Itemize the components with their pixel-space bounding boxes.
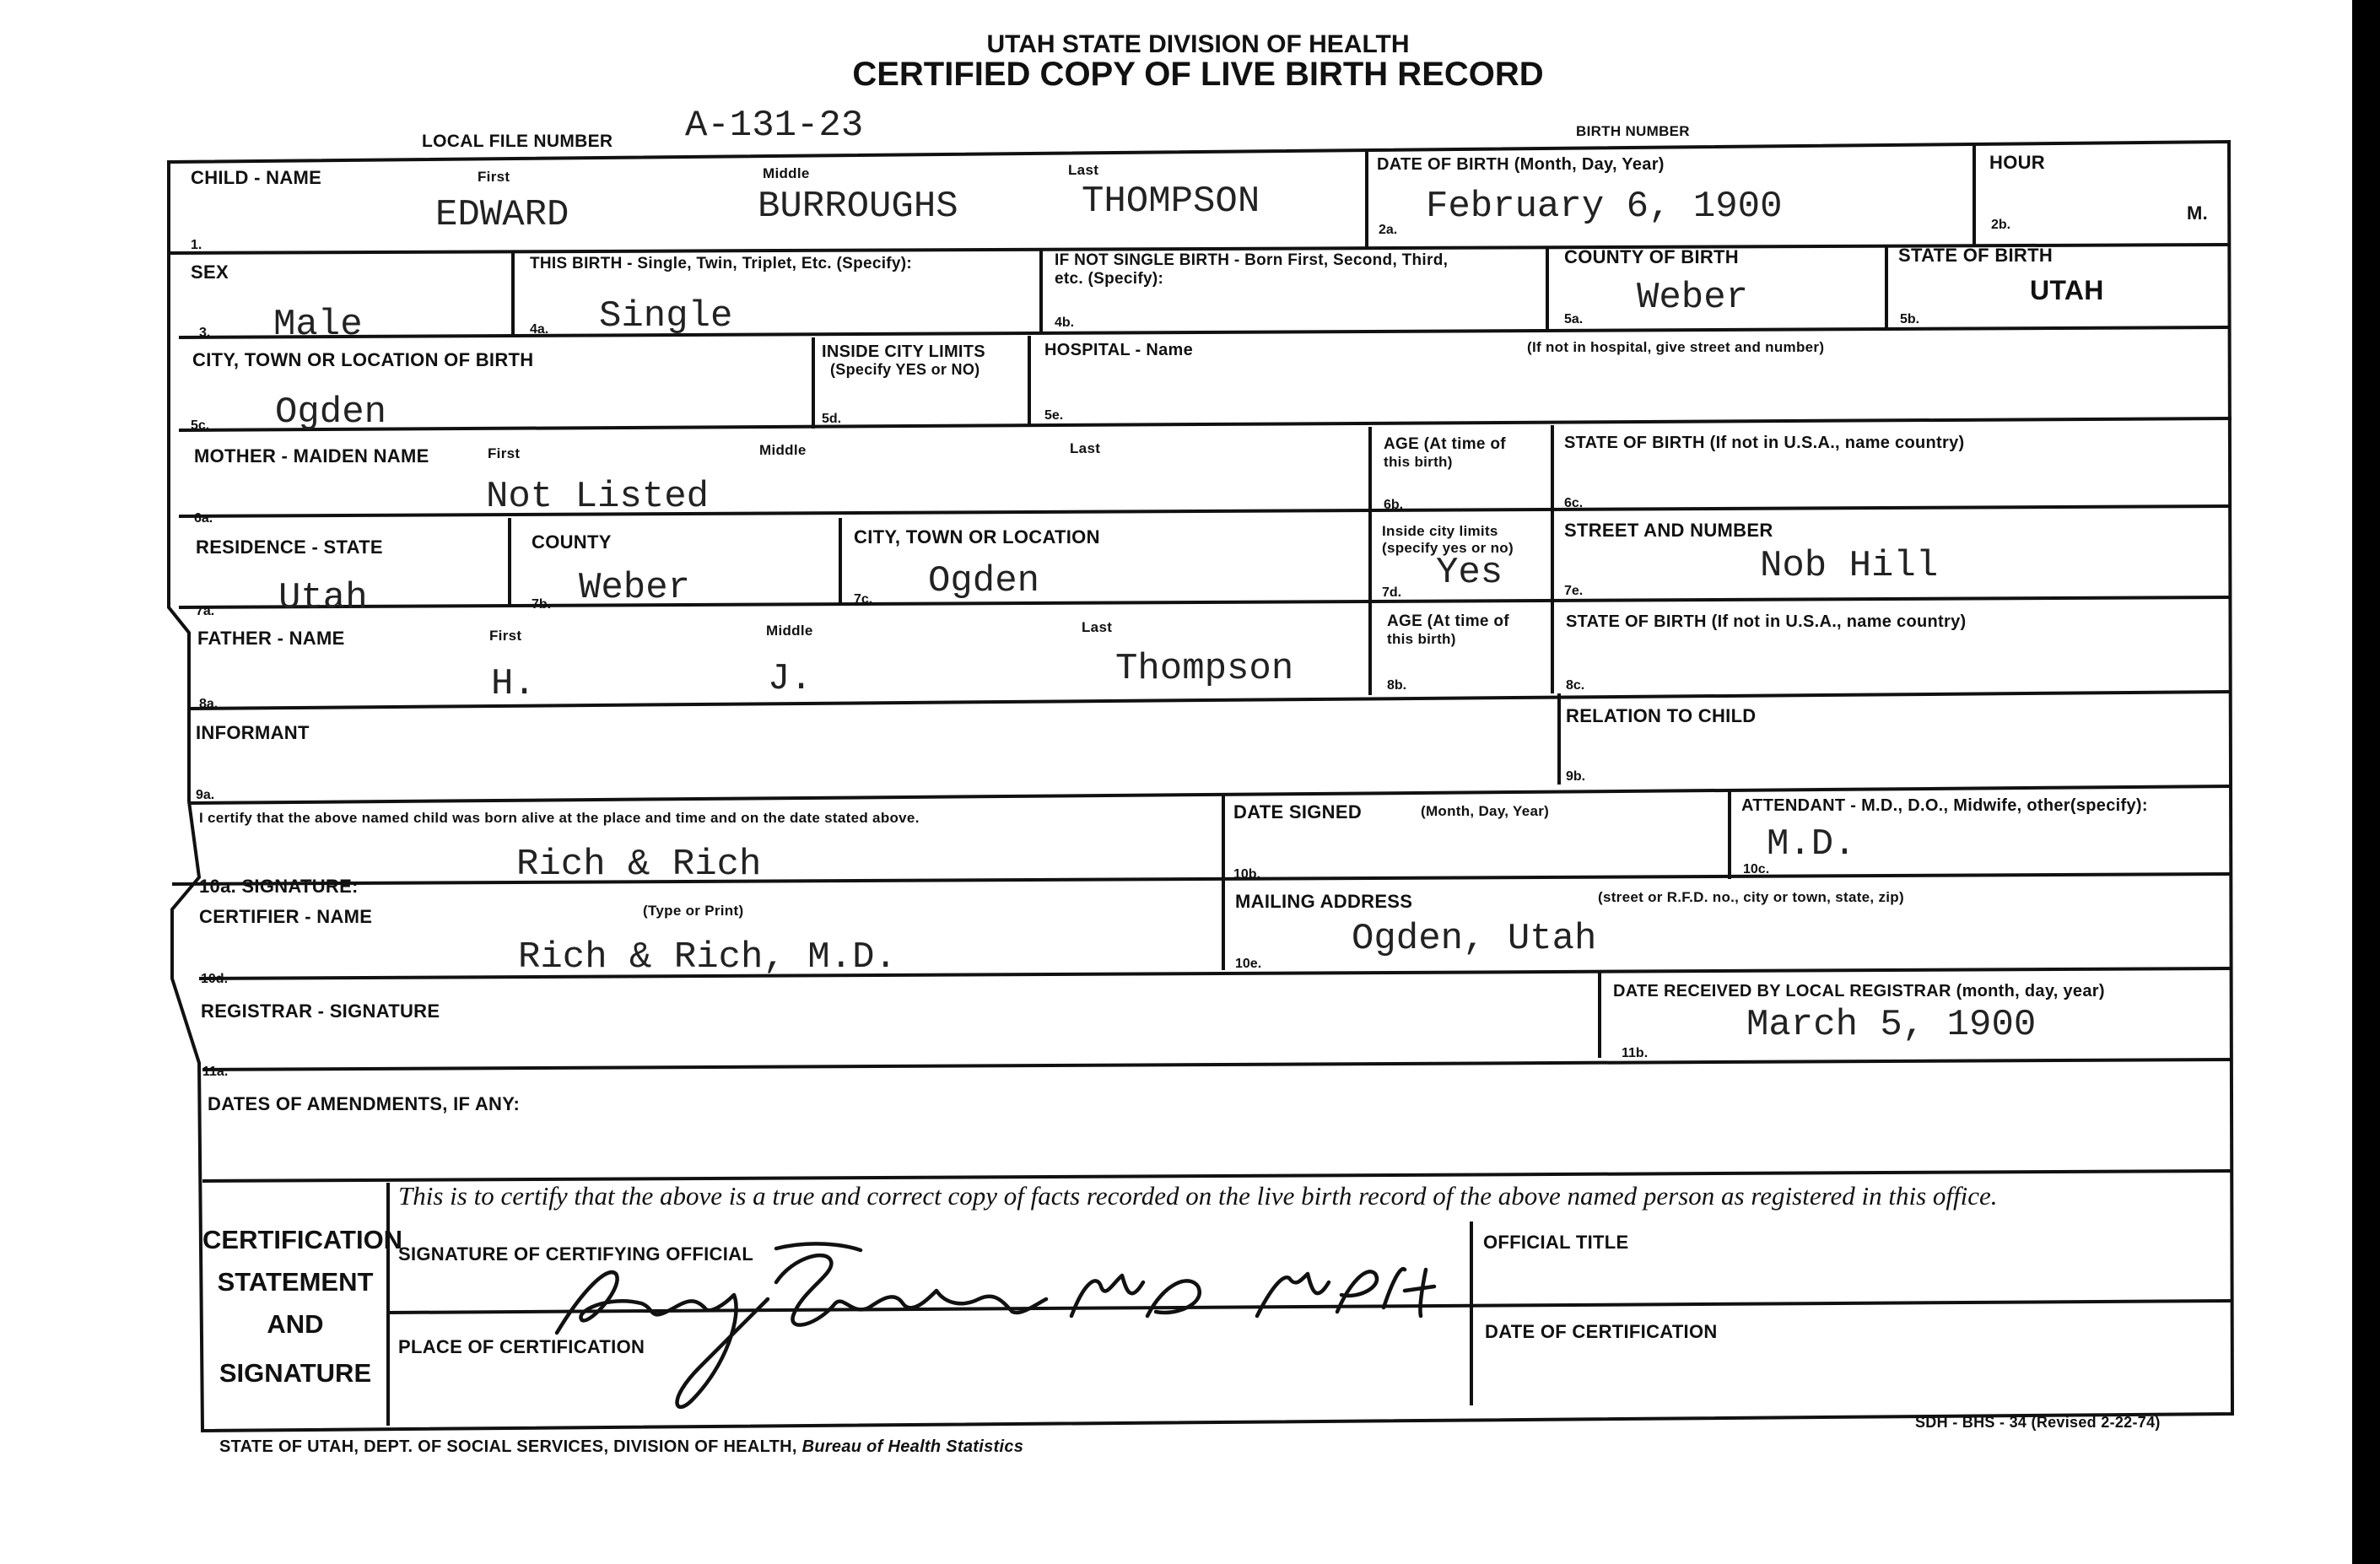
child-last-label: Last [1068, 162, 1099, 178]
field-number: 5c. [191, 418, 210, 433]
certification-side-line3: AND [267, 1309, 324, 1339]
field-number: 7a. [196, 604, 215, 618]
place-of-certification-label: PLACE OF CERTIFICATION [398, 1336, 645, 1357]
document-title: CERTIFIED COPY OF LIVE BIRTH RECORD [852, 56, 1544, 93]
street-label: STREET AND NUMBER [1564, 520, 1773, 541]
field-number: 7e. [1564, 584, 1584, 598]
inside-city-value: Yes [1436, 552, 1503, 594]
field-number: 2b. [1991, 218, 2011, 232]
if-not-single-label: IF NOT SINGLE BIRTH - Born First, Second, Third, [1055, 251, 1449, 269]
inside-city-hint: (specify yes or no) [1382, 540, 1514, 556]
this-birth-value: Single [599, 295, 733, 337]
field-number: 7d. [1382, 585, 1402, 600]
certification-statement: This is to certify that the above is a true and correct copy of facts recorded on the live birth record of the above named person as registered in this office. [398, 1181, 1998, 1211]
mother-age-label: AGE (At time of [1384, 435, 1506, 453]
hospital-label: HOSPITAL - Name [1044, 341, 1194, 359]
mailing-address: Ogden, Utah [1352, 918, 1597, 960]
father-first-name: H. [491, 663, 536, 705]
inside-city-limits-label: INSIDE CITY LIMITS [822, 342, 985, 361]
field-number: 5d. [822, 412, 842, 426]
field-number: 11a. [202, 1065, 229, 1079]
field-number: 10e. [1235, 957, 1262, 971]
mother-middle-label: Middle [759, 442, 807, 458]
local-file-label: LOCAL FILE NUMBER [422, 132, 613, 151]
field-number: 4b. [1055, 315, 1075, 330]
mother-name: Not Listed [486, 476, 710, 518]
father-age-hint: this birth) [1387, 631, 1456, 647]
field-number: 8b. [1387, 678, 1407, 693]
residence-county: Weber [579, 567, 691, 609]
city-of-birth: Ogden [275, 391, 387, 434]
field-number: 7b. [532, 597, 552, 612]
sex-label: SEX [191, 262, 229, 283]
sex-value: Male [273, 304, 363, 346]
father-middle-name: J. [768, 658, 812, 700]
this-birth-label: THIS BIRTH - Single, Twin, Triplet, Etc. (Specify): [530, 255, 913, 272]
inside-city-limits-hint: (Specify YES or NO) [830, 361, 980, 378]
inside-city-label: Inside city limits [1382, 523, 1498, 539]
field-number: 6a. [194, 511, 213, 526]
date-of-birth: February 6, 1900 [1426, 186, 1783, 228]
child-middle-name: BURROUGHS [758, 186, 958, 228]
father-last-label: Last [1082, 619, 1113, 635]
footer-agency [219, 1437, 1023, 1457]
date-received-label: DATE RECEIVED BY LOCAL REGISTRAR (month, day, year) [1613, 982, 2105, 1000]
amendments-label: DATES OF AMENDMENTS, IF ANY: [208, 1093, 521, 1114]
field-number: 6c. [1564, 496, 1584, 510]
field-number: 8c. [1566, 678, 1585, 693]
field-number: 1. [191, 238, 202, 252]
hour-label: HOUR [1989, 152, 2045, 173]
mother-age-hint: this birth) [1384, 454, 1453, 470]
state-of-birth-label: STATE OF BIRTH [1898, 245, 2053, 266]
child-first-label: First [478, 169, 510, 185]
informant-label: INFORMANT [196, 722, 310, 743]
field-number: 9a. [196, 788, 215, 802]
county-of-birth: Weber [1637, 277, 1749, 319]
child-name-label: CHILD - NAME [191, 167, 322, 188]
footer-agency-text: STATE OF UTAH, DEPT. OF SOCIAL SERVICES, DIVISION OF HEALTH, [219, 1437, 797, 1456]
mailing-address-hint: (street or R.F.D. no., city or town, state, zip) [1598, 889, 1904, 905]
field-number: 7c. [854, 592, 873, 607]
date-signed-hint: (Month, Day, Year) [1421, 803, 1550, 819]
field-number: 10c. [1743, 862, 1770, 876]
residence-county-label: COUNTY [532, 531, 612, 553]
field-number: 5a. [1564, 312, 1584, 326]
certification-side-line4: SIGNATURE [219, 1358, 372, 1388]
field-number: 3. [199, 326, 211, 340]
child-middle-label: Middle [763, 165, 810, 181]
father-first-label: First [489, 628, 522, 644]
field-number: 8a. [199, 697, 219, 711]
official-title-label: OFFICIAL TITLE [1483, 1232, 1629, 1253]
field-number: 5b. [1900, 312, 1920, 326]
father-last-name: Thompson [1115, 648, 1294, 690]
certification-side-line1: CERTIFICATION [202, 1225, 403, 1254]
registrar-signature-label: REGISTRAR - SIGNATURE [201, 1000, 440, 1022]
certifier-name-label: CERTIFIER - NAME [199, 906, 373, 927]
certification-side-line2: STATEMENT [217, 1267, 374, 1297]
relation-to-child-label: RELATION TO CHILD [1566, 705, 1757, 726]
form-number: SDH - BHS - 34 (Revised 2-22-74) [1915, 1414, 2161, 1431]
certifier-name-hint: (Type or Print) [643, 903, 744, 919]
footer-bureau: Bureau of Health Statistics [801, 1437, 1024, 1456]
residence-state-label: RESIDENCE - STATE [196, 537, 383, 558]
residence-city-label: CITY, TOWN OR LOCATION [854, 526, 1100, 547]
certify-statement: I certify that the above named child was born alive at the place and time and on the date stated above. [199, 810, 920, 826]
mother-first-label: First [488, 445, 521, 461]
father-middle-label: Middle [766, 623, 813, 639]
father-age-label: AGE (At time of [1387, 612, 1509, 630]
father-name-label: FATHER - NAME [197, 628, 345, 649]
father-state-of-birth-label: STATE OF BIRTH (If not in U.S.A., name country) [1566, 612, 1967, 631]
city-of-birth-label: CITY, TOWN OR LOCATION OF BIRTH [192, 349, 534, 370]
attendant-type-label: ATTENDANT - M.D., D.O., Midwife, other(specify): [1741, 796, 2148, 815]
mother-state-of-birth-label: STATE OF BIRTH (If not in U.S.A., name country) [1564, 434, 1965, 452]
mother-name-label: MOTHER - MAIDEN NAME [194, 445, 429, 467]
child-last-name: THOMPSON [1082, 181, 1260, 223]
child-first-name: EDWARD [435, 194, 569, 236]
residence-city: Ogden [928, 560, 1040, 602]
residence-state: Utah [278, 577, 368, 619]
field-number: 6b. [1384, 498, 1404, 512]
field-number: 5e. [1044, 408, 1064, 423]
field-number: 11b. [1622, 1046, 1649, 1060]
date-of-certification-label: DATE OF CERTIFICATION [1485, 1321, 1718, 1342]
attendant-signature: Rich & Rich [516, 844, 762, 886]
certifier-name: Rich & Rich, M.D. [518, 936, 897, 979]
hospital-note: (If not in hospital, give street and number) [1527, 339, 1825, 355]
field-number: 10d. [201, 972, 229, 986]
agency-name: UTAH STATE DIVISION OF HEALTH [986, 30, 1410, 58]
birth-number-label: BIRTH NUMBER [1576, 123, 1690, 139]
local-file-number: A-131-23 [685, 105, 864, 147]
field-number: 9b. [1566, 769, 1586, 784]
field-number: 4a. [530, 322, 549, 337]
date-signed-label: DATE SIGNED [1233, 801, 1363, 822]
signature-official-label: SIGNATURE OF CERTIFYING OFFICIAL [398, 1243, 754, 1265]
state-of-birth: UTAH [2030, 275, 2104, 305]
if-not-single-label-2: etc. (Specify): [1055, 270, 1164, 288]
mother-last-label: Last [1070, 440, 1101, 456]
date-of-birth-label: DATE OF BIRTH (Month, Day, Year) [1377, 155, 1665, 174]
field-number: 2a. [1379, 223, 1398, 237]
field-number: 10b. [1233, 867, 1261, 882]
street-value: Nob Hill [1760, 545, 1939, 587]
county-of-birth-label: COUNTY OF BIRTH [1564, 246, 1739, 267]
date-received: March 5, 1900 [1746, 1004, 2037, 1046]
attendant-type: M.D. [1767, 823, 1856, 866]
attendant-signature-label: 10a. SIGNATURE: [199, 876, 359, 897]
mailing-address-label: MAILING ADDRESS [1235, 891, 1413, 912]
hour-meridiem: M. [2187, 202, 2209, 224]
